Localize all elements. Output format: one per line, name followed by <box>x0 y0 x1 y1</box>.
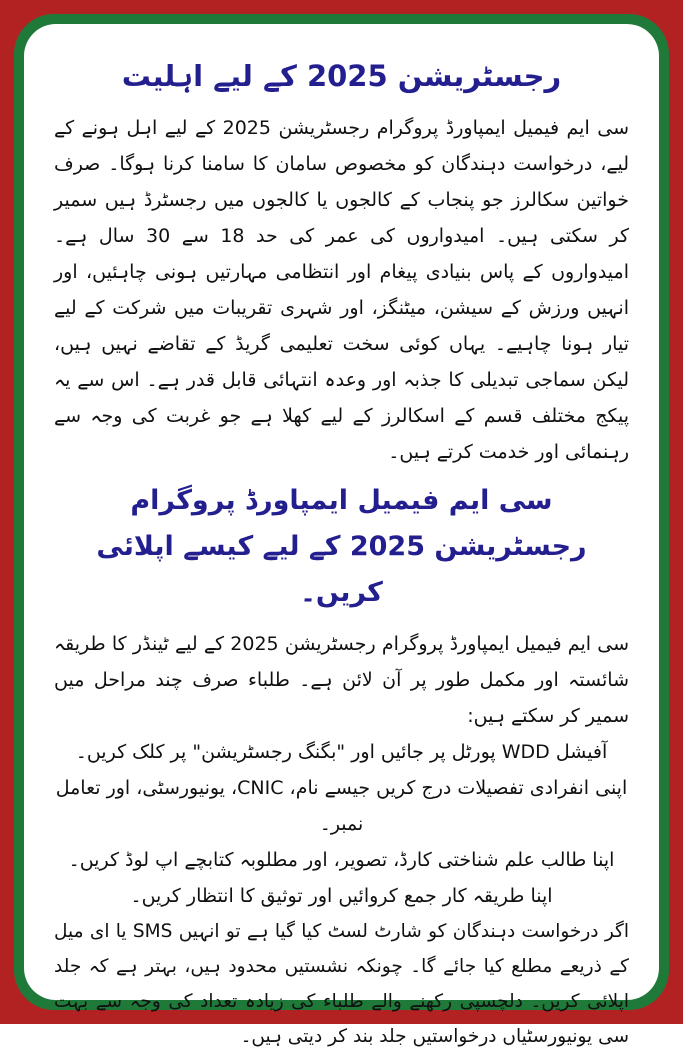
apply-step-1: آفیشل WDD پورٹل پر جائیں اور "بگنگ رجسٹریشن" پر کلک کریں۔ <box>75 741 608 763</box>
eligibility-paragraph: سی ایم فیمیل ایمپاورڈ پروگرام رجسٹریشن 2025 کے لیے اہل ہونے کے لیے، درخواست دہندگان کو مخصوص سامان کا سامنا کرنا ہوگا۔ صرف خواتین سکالرز جو پنجاب کے کالجوں یا کالجوں میں رجسٹرڈ ہیں سمیر کر سکتی ہیں۔ امیدواروں کی عمر کی حد 18 سے 30 سال ہے۔ امیدواروں کے پاس بنیادی پیغام اور انتظامی مہارتیں ہونی چاہئیں، اور انہیں ورزش کے سیشن، میٹنگز، اور شہری تقریبات میں شرکت کے لیے تیار ہونا چاہیے۔ یہاں کوئی سخت تعلیمی گریڈ کے تقاضے نہیں ہیں، لیکن سماجی تبدیلی کا جذبہ اور وعدہ انتہائی قابل قدر ہے۔ اس سے یہ پیکج مختلف قسم کے اسکالرز کے لیے کھلا ہے جو غربت کی وجہ سے رہنمائی اور خدمت کرتے ہیں۔ <box>54 117 630 463</box>
apply-intro-paragraph: سی ایم فیمیل ایمپاورڈ پروگرام رجسٹریشن 2025 کے لیے ٹینڈر کا طریقہ شائستہ اور مکمل طور پر آن لائن ہے۔ طلباء صرف چند مراحل میں سمیر کر سکتے ہیں: <box>54 633 629 727</box>
apply-step-3: اپنا طالب علم شناختی کارڈ، تصویر، اور مطلوبہ کتابچے اپ لوڈ کریں۔ <box>68 849 615 871</box>
apply-steps-list <box>54 734 629 914</box>
apply-step-2: اپنی انفرادی تفصیلات درج کریں جیسے نام، CNIC، یونیورسٹی، اور تعامل نمبر۔ <box>55 777 628 835</box>
eligibility-heading: رجسٹریشن 2025 کے لیے اہلیت <box>121 59 562 93</box>
closing-paragraph: اگر درخواست دہندگان کو شارٹ لسٹ کیا گیا ہے تو انہیں SMS یا ای میل کے ذریعے مطلع کیا جائے گا۔ چونکہ نشستیں محدود ہیں، بہتر ہے کہ جلد اپلائی کریں۔ دلچسپی رکھنے والے طلباء کی زیادہ تعداد کی وجہ سے بہت سی یونیورسٹیاں درخواستیں جلد بند کر دیتی ہیں۔ <box>54 921 629 1047</box>
how-to-apply-heading: سی ایم فیمیل ایمپاورڈ پروگرام رجسٹریشن 2025 کے لیے کیسے اپلائی کریں۔ <box>96 485 587 608</box>
content-card <box>24 24 659 1047</box>
apply-step-4: اپنا طریقہ کار جمع کروائیں اور توثیق کا انتظار کریں۔ <box>130 885 553 907</box>
